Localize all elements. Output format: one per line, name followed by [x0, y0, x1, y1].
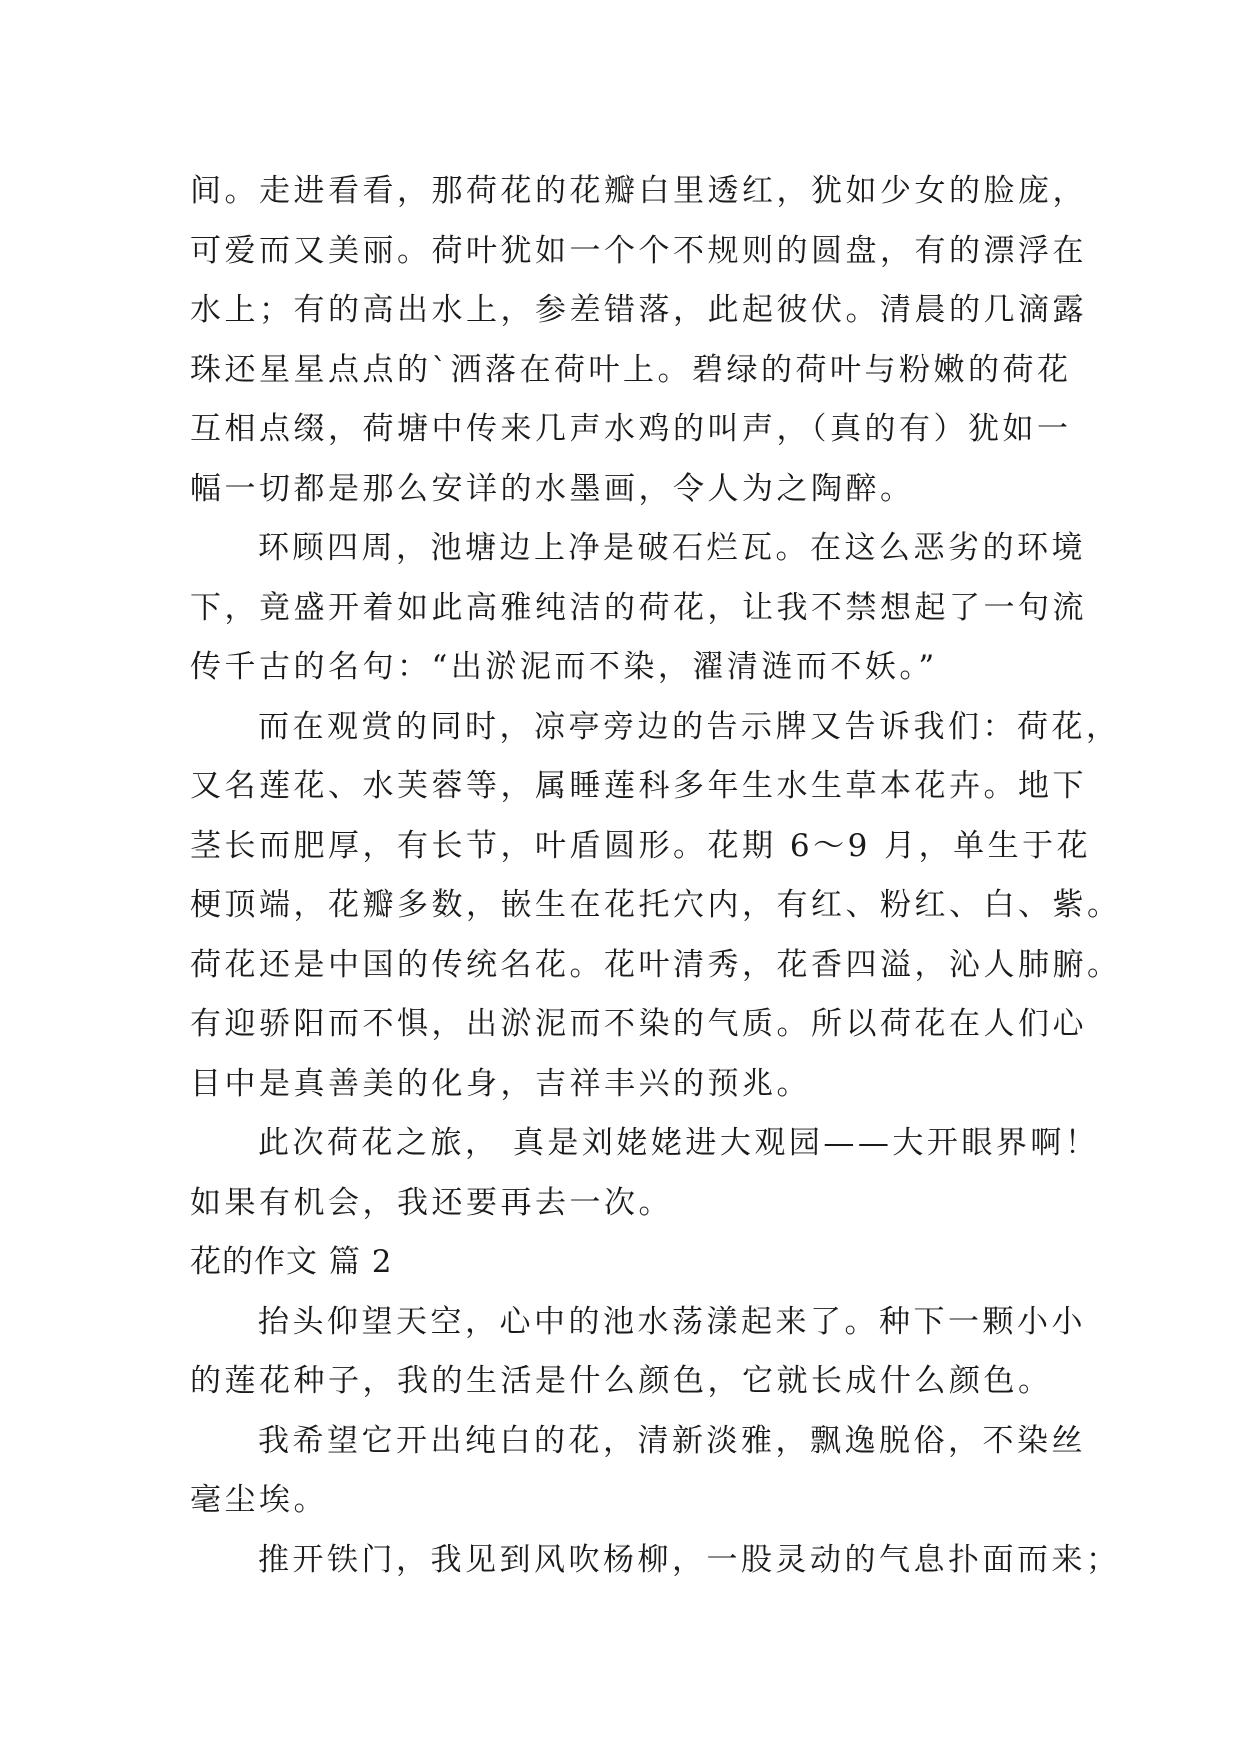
text-line: 而在观赏的同时，凉亭旁边的告示牌又告诉我们：荷花， [258, 708, 1121, 745]
text-line: 梗顶端，花瓣多数，嵌生在花托穴内，有红、粉红、白、紫。 [190, 887, 1122, 923]
text-line: 推开铁门，我见到风吹杨柳，一股灵动的气息扑面而来； [258, 1541, 1121, 1578]
section-heading: 花的作文 篇 2 [190, 1244, 393, 1280]
text-line: 有迎骄阳而不惧，出淤泥而不染的气质。所以荷花在人们心 [190, 1006, 1087, 1042]
text-line: 又名莲花、水芙蓉等，属睡莲科多年生水生草本花卉。地下 [190, 768, 1087, 804]
text-line: 的莲花种子，我的生活是什么颜色，它就长成什么颜色。 [190, 1363, 1053, 1399]
text-line: 互相点缀，荷塘中传来几声水鸡的叫声，（真的有）犹如一 [190, 411, 1072, 447]
text-line: 下，竟盛开着如此高雅纯洁的荷花，让我不禁想起了一句流 [190, 589, 1087, 626]
text-line: 目中是真善美的化身，吉祥丰兴的预兆。 [190, 1065, 811, 1102]
text-line: 毫尘埃。 [190, 1482, 328, 1518]
text-line: 如果有机会，我还要再去一次。 [190, 1184, 673, 1221]
text-line: 可爱而又美丽。荷叶犹如一个个不规则的圆盘，有的漂浮在 [190, 232, 1087, 269]
text-line: 珠还星星点点的`洒落在荷叶上。碧绿的荷叶与粉嫩的荷花 [190, 351, 1072, 388]
text-line: 间。走进看看，那荷花的花瓣白里透红，犹如少女的脸庞， [190, 173, 1087, 209]
text-line: 我希望它开出纯白的花，清新淡雅，飘逸脱俗，不染丝 [258, 1422, 1086, 1459]
text-line: 茎长而肥厚，有长节，叶盾圆形。花期 6～9 月，单生于花 [190, 827, 1092, 864]
text-line: 传千古的名句：“出淤泥而不染，濯清涟而不妖。” [190, 649, 938, 685]
text-line: 抬头仰望天空，心中的池水荡漾起来了。种下一颗小小 [258, 1303, 1086, 1340]
text-line: 荷花还是中国的传统名花。花叶清秀，花香四溢，沁人肺腑。 [190, 946, 1122, 983]
document-page [190, 162, 1122, 1590]
text-line: 此次荷花之旅， 真是刘姥姥进大观园——大开眼界啊！ [258, 1125, 1100, 1161]
text-line: 幅一切都是那么安详的水墨画，令人为之陶醉。 [190, 470, 915, 507]
text-line: 水上；有的高出水上，参差错落，此起彼伏。清晨的几滴露 [190, 292, 1087, 328]
text-line: 环顾四周，池塘边上净是破石烂瓦。在这么恶劣的环境 [258, 530, 1086, 566]
